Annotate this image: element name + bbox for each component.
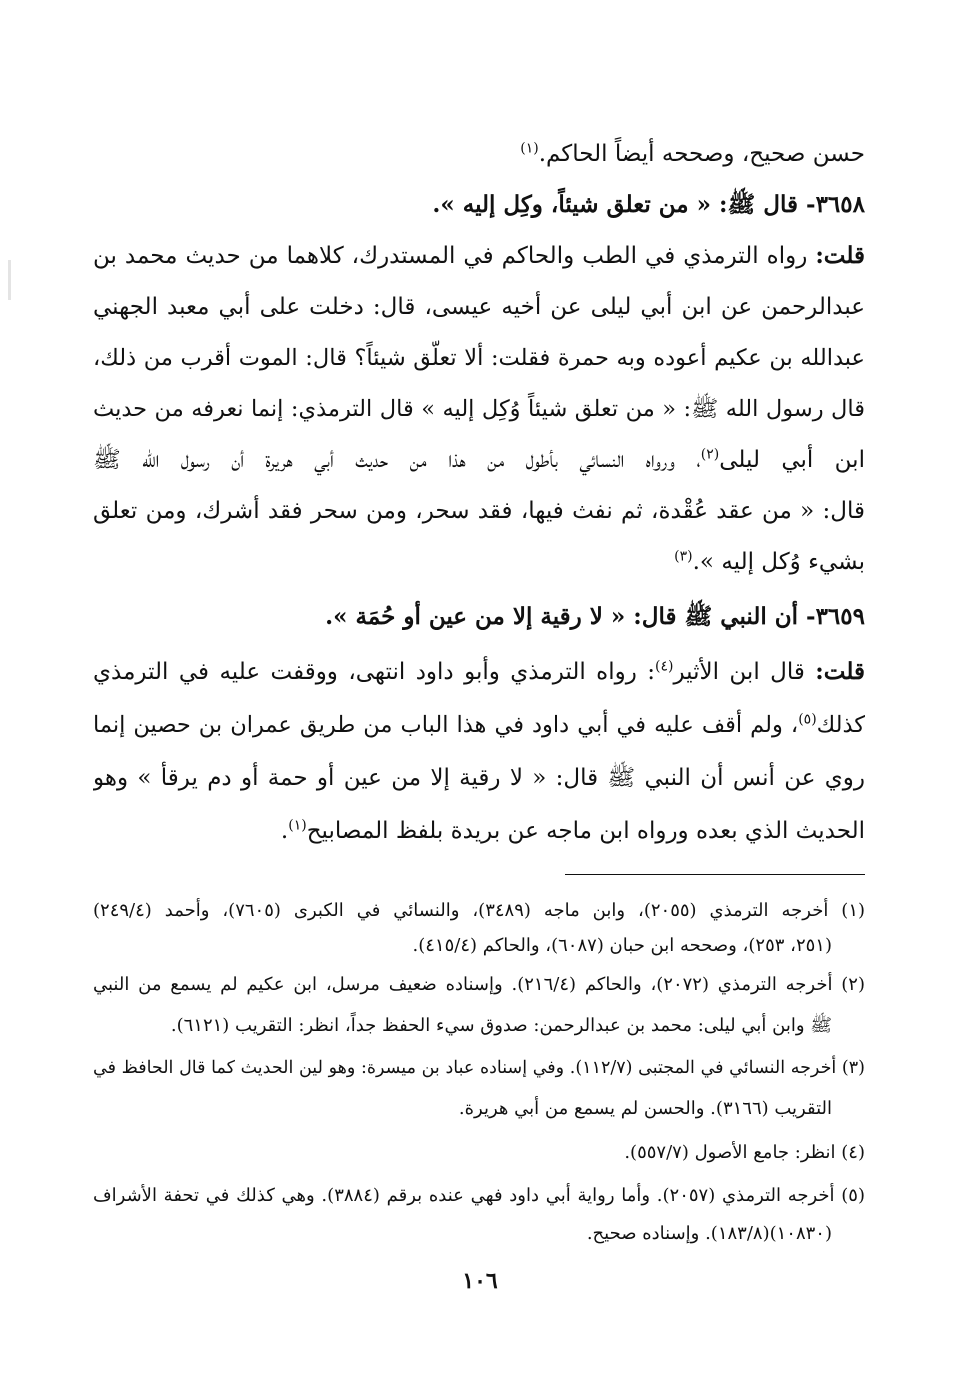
body-line-4	[93, 289, 865, 325]
body-text: بشيء وُكل إليه ».	[692, 549, 865, 575]
hadith-heading-3659	[93, 599, 865, 635]
footnote-3-line-1	[93, 1053, 865, 1083]
footnote-3-line-2	[93, 1094, 832, 1124]
body-text: ابن أبي ليلى	[719, 447, 865, 473]
footnote-ref[interactable]: (٥)	[798, 711, 817, 728]
body-text: حسن صحيح، وصححه أيضاً الحاكم.	[538, 141, 865, 167]
footnote-4	[93, 1138, 865, 1168]
body-line-9	[93, 544, 865, 580]
heading-text: ٣٦٥٨- قال ﷺ: « من تعلق شيئاً، وكِل إليه ».	[432, 191, 865, 218]
footnote-text: (١٠٨٣٠)(١٨٣/٨). وإسناده صحيح.	[586, 1223, 832, 1244]
body-line-6	[93, 391, 865, 427]
body-text: الحديث الذي بعده ورواه ابن ماجه عن بريدة بلفظ المصابيح	[306, 818, 865, 844]
footnote-text: التقريب (٣١٦٦). والحسن لم يسمع من أبي هريرة.	[458, 1098, 832, 1119]
footnote-text: (٢٥١، ٢٥٣)، وصححه ابن حبان (٦٠٨٧)، والحاكم (٤١٥/٤).	[412, 935, 832, 956]
body-text: ، ورواه النسائي بأطول من هذا من حديث أبي هريرة أن رسول الله ﷺ	[93, 447, 701, 473]
qult-label: قلت:	[815, 242, 865, 269]
footnote-ref[interactable]: (٣)	[674, 548, 693, 565]
scan-edge-mark	[8, 260, 11, 300]
footnote-text: (١) أخرجه الترمذي (٢٠٥٥)، وابن ماجه (٣٤٨٩)، والنسائي في الكبرى (٧٦٠٥)، وأحمد (٢٤٩/٤)	[93, 900, 865, 921]
body-text: عبدالرحمن عن ابن أبي ليلى عن أخيه عيسى، قال: دخلت على أبي معبد الجهني	[93, 294, 865, 320]
body-line-3	[93, 238, 865, 274]
body-line-1	[93, 136, 865, 172]
footnote-separator	[565, 874, 865, 875]
body-text: قال: « من عقد عُقْدة، ثم نفث فيها، فقد سحر، ومن سحر فقد أشرك، ومن تعلق	[93, 498, 865, 524]
footnote-ref[interactable]: (٤)	[654, 658, 674, 675]
body-line-12	[93, 707, 865, 743]
footnote-text: (٢) أخرجه الترمذي (٢٠٧٢)، والحاكم (٢١٦/٤). وإسناده ضعيف مرسل، ابن عكيم لم يسمع من النبي	[93, 974, 865, 995]
body-line-11	[93, 654, 865, 690]
footnote-5-line-2	[93, 1219, 832, 1249]
body-text: قال رسول الله ﷺ: « من تعلق شيئاً وُكِل إليه » قال الترمذي: إنما نعرفه من حديث	[93, 396, 865, 422]
footnote-text: (٤) انظر: جامع الأصول (٥٥٧/٧).	[624, 1142, 865, 1163]
body-text: قال ابن الأثير	[673, 659, 816, 685]
body-text: ، ولم أقف عليه في أبي داود في هذا الباب من طريق عمران بن حصين إنما	[93, 712, 799, 738]
body-text: : رواه الترمذي وأبو داود انتهى، ووقفت عليه في الترمذي	[93, 659, 655, 685]
body-line-8	[93, 493, 865, 529]
footnote-2-line-1	[93, 970, 865, 1000]
page-number: ١٠٦	[462, 1268, 498, 1294]
body-text: عبدالله بن عكيم أعوده وبه حمرة فقلت: ألا تعلّق شيئاً؟ قال: الموت أقرب من ذلك،	[93, 345, 865, 371]
body-line-14	[93, 813, 865, 849]
body-text: رواه الترمذي في الطب والحاكم في المستدرك، كلاهما من حديث محمد بن	[93, 243, 816, 269]
footnote-text: (٣) أخرجه النسائي في المجتبى (١١٢/٧). وفي إسناده عباد بن ميسرة: وهو لين الحديث كما قال الحافظ في	[93, 1058, 865, 1078]
heading-text: ٣٦٥٩- أن النبي ﷺ قال: « لا رقية إلا من عين أو حُمَة ».	[325, 603, 865, 630]
footnote-text: (٥) أخرجه الترمذي (٢٠٥٧). وأما رواية أبي داود فهي عنده برقم (٣٨٨٤). وهي كذلك في تحفة الأشراف	[93, 1185, 865, 1206]
qult-label: قلت:	[815, 658, 865, 685]
body-line-5	[93, 340, 865, 376]
hadith-heading-3658	[93, 187, 865, 223]
footnote-2-line-2	[93, 1011, 832, 1041]
body-line-7	[93, 442, 865, 478]
footnote-1-line-1	[93, 896, 865, 926]
body-text: روي عن أنس أن النبي ﷺ قال: « لا رقية إلا من عين أو حمة أو دم يرقأ » وهو	[93, 765, 865, 791]
footnote-ref[interactable]: (١)	[288, 817, 307, 834]
footnote-1-line-2	[93, 931, 832, 961]
body-line-13	[93, 760, 865, 796]
body-text: .	[280, 818, 289, 844]
footnote-ref[interactable]: (١)	[520, 140, 539, 157]
footnote-text: ﷺ وابن أبي ليلى: محمد بن عبدالرحمن: صدوق سيء الحفظ جداً، انظر: التقريب (٦١٢١).	[170, 1015, 832, 1036]
footnote-5-line-1	[93, 1181, 865, 1211]
body-text: كذلك	[816, 712, 865, 738]
footnote-ref[interactable]: (٢)	[700, 446, 720, 463]
